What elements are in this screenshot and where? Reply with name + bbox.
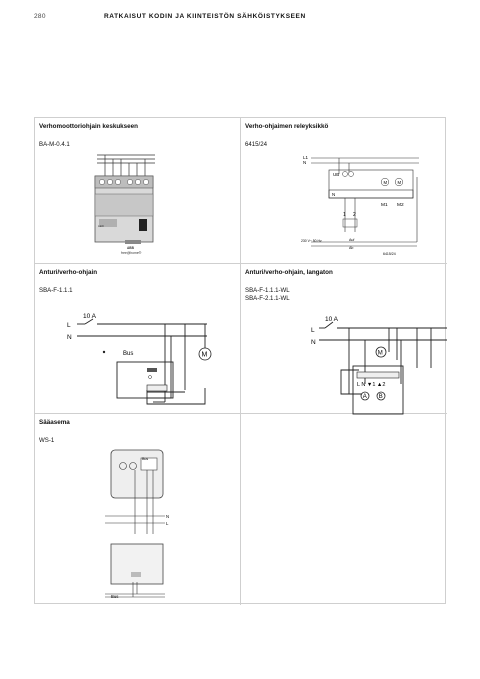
weather-station-diagram — [35, 414, 241, 605]
svg-text:6415/24: 6415/24 — [383, 252, 396, 256]
svg-text:230 V~ 50 Hz: 230 V~ 50 Hz — [301, 239, 322, 243]
product-code: SBA-F-1.1.1 — [39, 287, 73, 294]
sensor-wiring-diagram — [35, 264, 241, 414]
product-code: BA-M-0.4.1 — [39, 141, 70, 148]
svg-text:M: M — [201, 351, 208, 359]
actuator-wiring-diagram — [35, 118, 241, 264]
running-head: RATKAISUT KODIN JA KIINTEISTÖN SÄHKÖISTYKSEEN — [104, 13, 306, 20]
svg-text:B: B — [378, 394, 383, 401]
brand-label: ABB — [127, 246, 134, 250]
svg-text:L: L — [166, 521, 169, 526]
cell-title: Anturi/verho-ohjain, langaton — [245, 269, 333, 276]
svg-text:M: M — [377, 350, 383, 357]
product-label: free@home® — [121, 251, 142, 255]
svg-text:M2: M2 — [397, 203, 404, 208]
cell-title: Verhomoottoriohjain keskukseen — [39, 123, 139, 130]
svg-text:L: L — [311, 327, 315, 334]
cell-wireless-sensor — [241, 264, 447, 414]
cell-sensor-actuator — [35, 264, 241, 414]
cell-weather-station — [35, 414, 241, 605]
cell-empty — [241, 414, 447, 605]
svg-text:UB: UB — [333, 172, 340, 177]
svg-text:L: L — [67, 322, 71, 329]
svg-text:M: M — [383, 180, 388, 185]
svg-text:10 A: 10 A — [83, 313, 97, 320]
product-code: SBA-F-1.1.1-WL — [245, 287, 290, 294]
svg-text:L1: L1 — [303, 155, 309, 160]
svg-text:M: M — [397, 180, 402, 185]
cell-title: Verho-ohjaimen releyksikkö — [245, 123, 329, 130]
svg-text:A: A — [362, 394, 367, 401]
cell-title: Sääasema — [39, 419, 70, 426]
weather-station-housing — [111, 450, 163, 498]
product-code: SBA-F-2.1.1-WL — [245, 295, 290, 302]
svg-text:N: N — [303, 160, 307, 165]
product-code: WS-1 — [39, 437, 55, 444]
svg-text:L N ▼1 ▲2: L N ▼1 ▲2 — [357, 382, 386, 388]
svg-text:N: N — [311, 339, 316, 346]
svg-text:Ab: Ab — [349, 246, 354, 250]
page-number: 280 — [34, 13, 46, 20]
svg-text:N: N — [332, 192, 336, 197]
svg-text:Bus: Bus — [111, 594, 119, 599]
svg-text:10 A: 10 A — [325, 316, 339, 323]
power-supply-unit — [111, 544, 163, 584]
svg-text:N: N — [67, 334, 72, 341]
product-code: 6415/24 — [245, 141, 268, 148]
product-grid — [34, 117, 446, 604]
led-label: LED — [98, 224, 104, 228]
cell-blind-actuator — [35, 118, 241, 264]
svg-text:M1: M1 — [381, 203, 388, 208]
svg-text:N: N — [166, 514, 170, 519]
svg-text:Bus: Bus — [123, 351, 134, 357]
relay-wiring-diagram — [241, 118, 447, 264]
cell-relay-unit — [241, 118, 447, 264]
svg-text:1: 1 — [343, 212, 346, 218]
svg-text:Auf: Auf — [349, 238, 355, 242]
wireless-wiring-diagram — [241, 264, 447, 414]
svg-text:2: 2 — [353, 212, 356, 218]
cell-title: Anturi/verho-ohjain — [39, 269, 98, 276]
svg-text:Bus: Bus — [142, 457, 149, 461]
